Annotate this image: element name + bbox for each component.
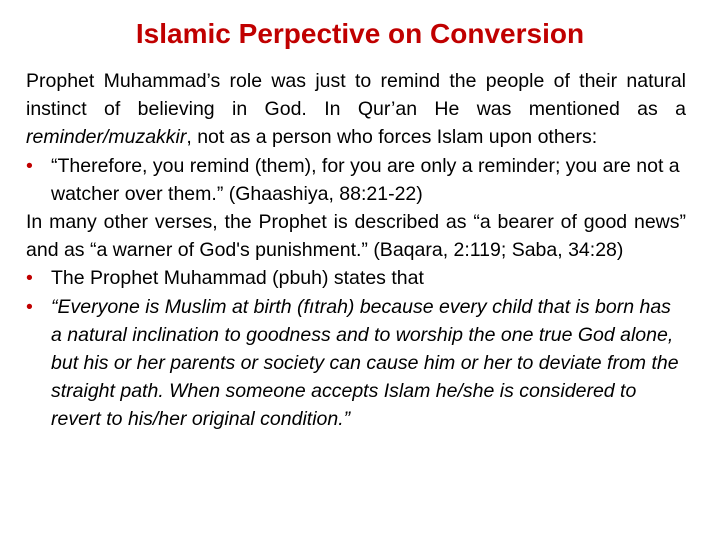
intro-text-after: , not as a person who forces Islam upon others: <box>186 126 598 149</box>
bullet-prophet-states <box>26 264 686 292</box>
intro-italic-term: reminder/muzakkir <box>26 126 187 149</box>
bullet-prophet-states-text: The Prophet Muhammad (pbuh) states that <box>51 267 424 290</box>
bullet-dot: • <box>26 154 33 177</box>
bullet-quote-ghaashiya-text: “Therefore, you remind (them), for you are only a reminder; you are not a watcher over them.” (Ghaashiya, 88:21-22) <box>51 154 680 205</box>
intro-paragraph <box>26 67 686 152</box>
intro-text-before: Prophet Muhammad’s role was just to remind the people of their natural instinct of believing in God. In Qur’an He was mentioned as a <box>26 70 686 121</box>
bullet-dot: • <box>26 267 33 290</box>
verses-paragraph: In many other verses, the Prophet is described as “a bearer of good news” and as “a warner of God's punishment.” (Baqara, 2:119; Saba, 34:28) <box>26 211 686 262</box>
bullet-fitrah-quote <box>26 293 686 434</box>
bullet-fitrah-quote-text: “Everyone is Muslim at birth (fıtrah) because every child that is born has a natural inclination to goodness and to worship the one true God alone, but his or her parents or society can cause him or her to deviate from the straight path. When someone accepts Islam he/she is considered to revert to his/her original condition.” <box>51 295 679 431</box>
slide-body <box>26 67 686 434</box>
slide-title: Islamic Perpective on Conversion <box>135 18 585 49</box>
bullet-quote-ghaashiya <box>26 152 686 208</box>
bullet-dot: • <box>26 295 33 318</box>
